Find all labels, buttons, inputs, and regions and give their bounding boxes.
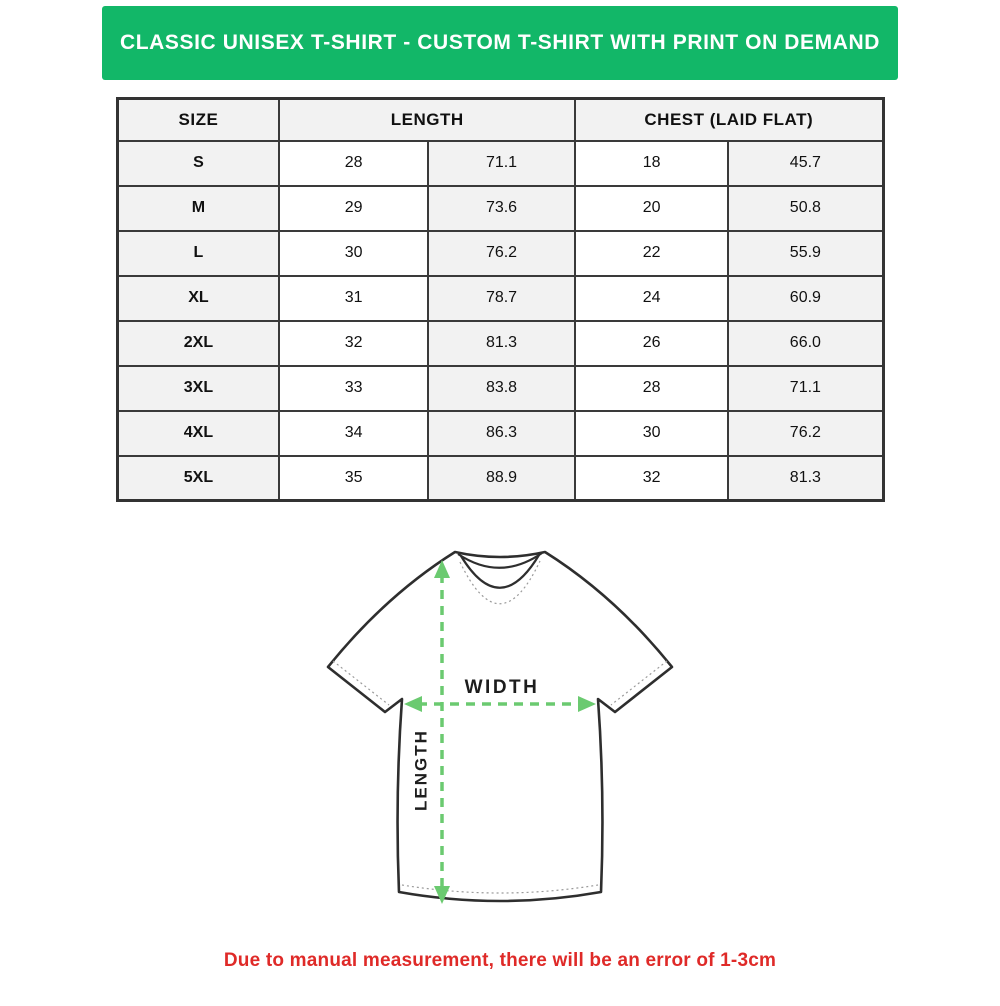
length-in-cell: 30	[279, 231, 428, 276]
table-row	[117, 366, 883, 411]
length-cm-cell: 88.9	[428, 456, 575, 501]
chest-in-cell: 26	[575, 321, 728, 366]
chest-cm-cell: 71.1	[728, 366, 883, 411]
chest-cm-cell: 55.9	[728, 231, 883, 276]
table-row	[117, 141, 883, 186]
chest-in-cell: 18	[575, 141, 728, 186]
chest-cm-cell: 50.8	[728, 186, 883, 231]
length-cm-cell: 81.3	[428, 321, 575, 366]
length-cm-cell: 76.2	[428, 231, 575, 276]
size-cell: 2XL	[117, 321, 279, 366]
width-label: WIDTH	[464, 677, 540, 698]
column-header-size: SIZE	[117, 99, 279, 141]
chest-in-cell: 22	[575, 231, 728, 276]
chest-in-cell: 28	[575, 366, 728, 411]
chest-in-cell: 24	[575, 276, 728, 321]
length-cm-cell: 71.1	[428, 141, 575, 186]
tshirt-measurement-diagram	[300, 534, 700, 934]
size-cell: M	[117, 186, 279, 231]
length-cm-cell: 73.6	[428, 186, 575, 231]
size-cell: 5XL	[117, 456, 279, 501]
table-row	[117, 186, 883, 231]
length-cm-cell: 83.8	[428, 366, 575, 411]
length-cm-cell: 86.3	[428, 411, 575, 456]
chest-cm-cell: 60.9	[728, 276, 883, 321]
table-row	[117, 276, 883, 321]
column-header-length: LENGTH	[279, 99, 575, 141]
title-banner	[102, 6, 898, 80]
tshirt-diagram-svg	[300, 534, 700, 934]
column-header-chest: CHEST (LAID FLAT)	[575, 99, 883, 141]
chest-in-cell: 20	[575, 186, 728, 231]
length-in-cell: 35	[279, 456, 428, 501]
length-cm-cell: 78.7	[428, 276, 575, 321]
chest-cm-cell: 81.3	[728, 456, 883, 501]
size-cell: L	[117, 231, 279, 276]
size-cell: S	[117, 141, 279, 186]
size-cell: 4XL	[117, 411, 279, 456]
table-row	[117, 411, 883, 456]
length-label: LENGTH	[411, 729, 431, 811]
table-row	[117, 321, 883, 366]
chest-in-cell: 30	[575, 411, 728, 456]
length-in-cell: 31	[279, 276, 428, 321]
chest-cm-cell: 76.2	[728, 411, 883, 456]
length-in-cell: 33	[279, 366, 428, 411]
table-header-row	[117, 99, 883, 141]
chest-cm-cell: 66.0	[728, 321, 883, 366]
length-in-cell: 29	[279, 186, 428, 231]
size-cell: 3XL	[117, 366, 279, 411]
page-title: CLASSIC UNISEX T-SHIRT - CUSTOM T-SHIRT WITH PRINT ON DEMAND	[119, 31, 881, 54]
size-cell: XL	[117, 276, 279, 321]
chest-cm-cell: 45.7	[728, 141, 883, 186]
length-in-cell: 32	[279, 321, 428, 366]
size-chart-table	[116, 97, 885, 502]
measurement-error-note: Due to manual measurement, there will be an error of 1-3cm	[223, 950, 777, 971]
length-in-cell: 34	[279, 411, 428, 456]
chest-in-cell: 32	[575, 456, 728, 501]
table-row	[117, 456, 883, 501]
length-in-cell: 28	[279, 141, 428, 186]
table-row	[117, 231, 883, 276]
